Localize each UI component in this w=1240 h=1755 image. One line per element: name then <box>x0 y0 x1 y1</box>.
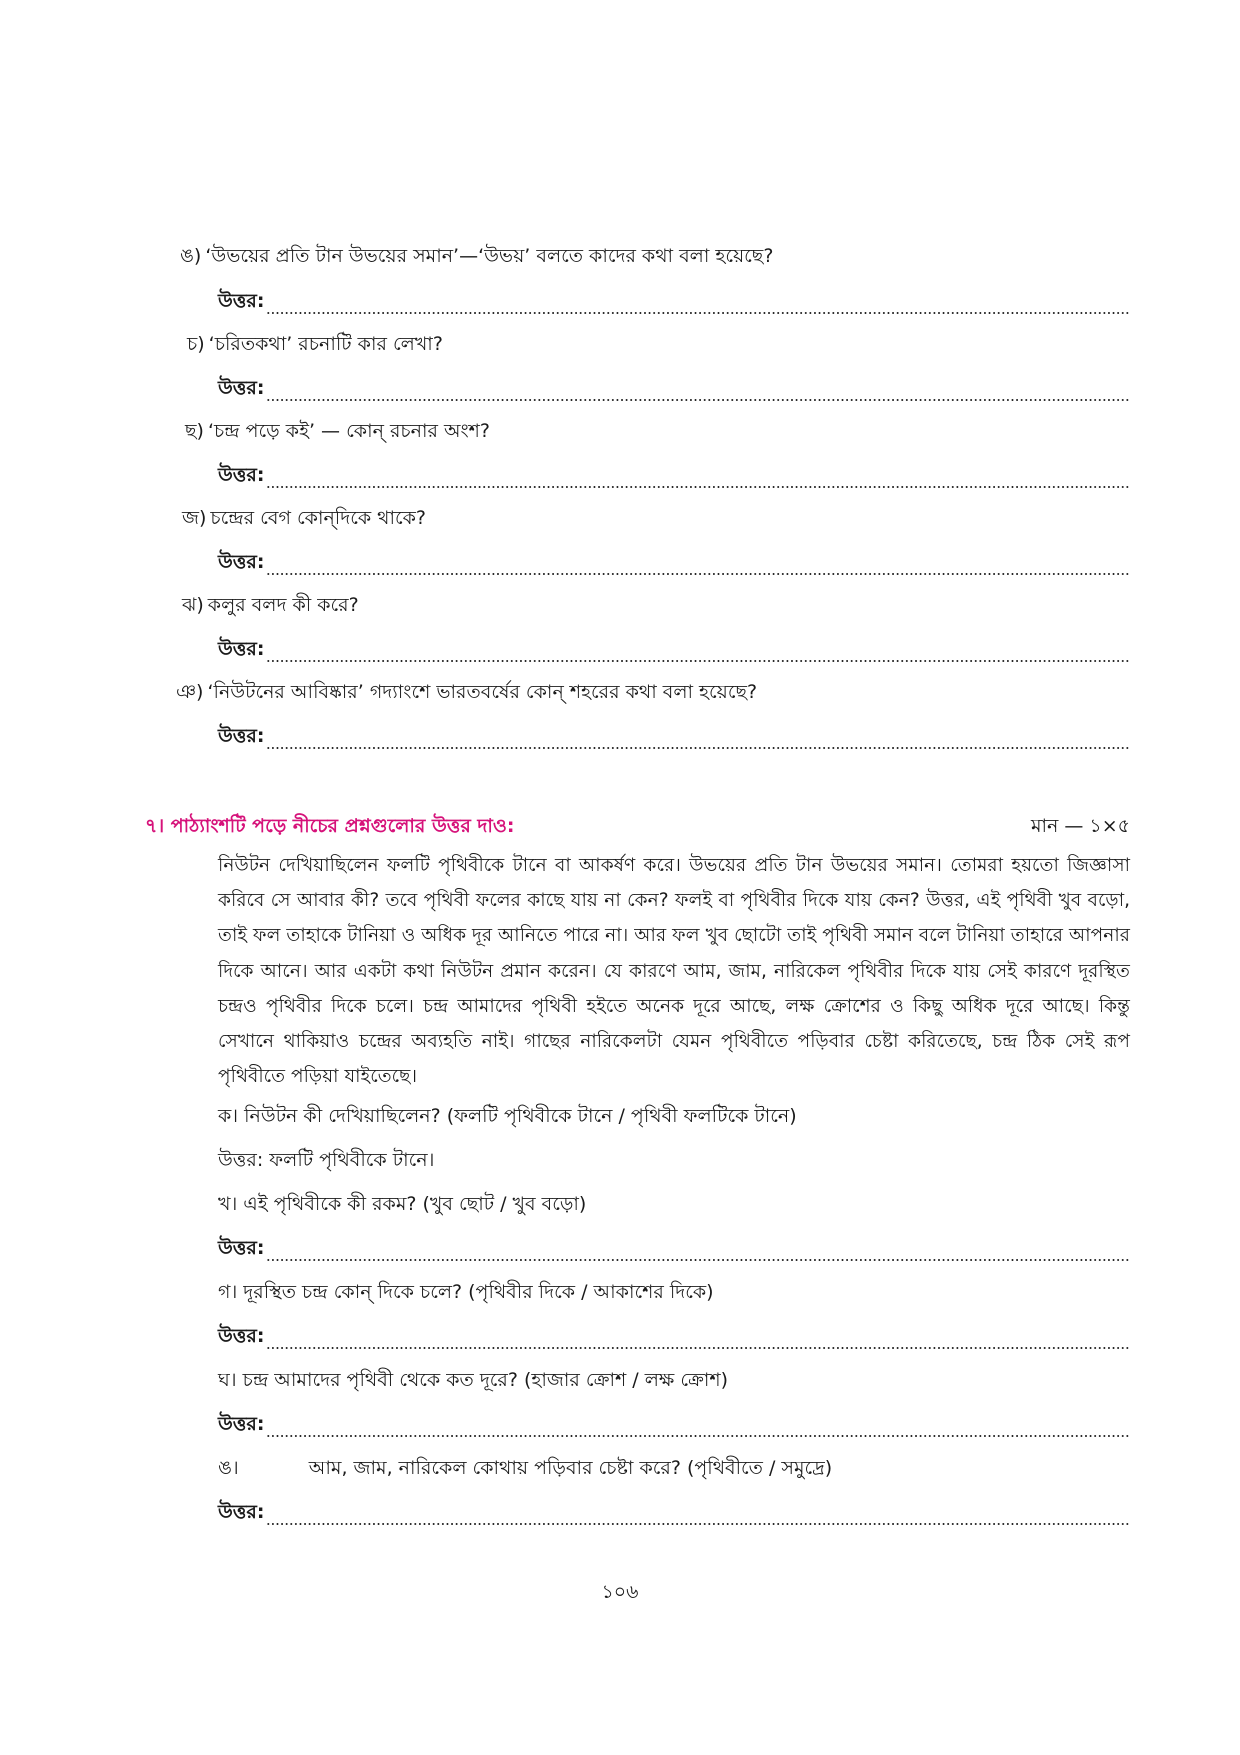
sub-question-text: ক। নিউটন কী দেখিয়াছিলেন? (ফলটি পৃথিবীকে টানে / পৃথিবী ফলটিকে টানে) <box>218 1105 797 1127</box>
question-cha <box>187 330 443 362</box>
answer-label: উত্তর: <box>218 290 265 312</box>
answer-dotted-line <box>266 747 1130 749</box>
answer-line[interactable] <box>218 1498 1130 1530</box>
sub-question-number: ঙ। <box>218 1457 239 1479</box>
question-text: কলুর বলদ কী করে? <box>207 594 359 616</box>
sub-question-text: ঘ। চন্দ্র আমাদের পৃথিবী থেকে কত দূরে? (হাজার ক্রোশ / লক্ষ ক্রোশ) <box>218 1369 729 1391</box>
sub-question-ka <box>218 1102 797 1134</box>
question-text: ‘উভয়ের প্রতি টান উভয়ের সমান’—‘উভয়’ বলতে কাদের কথা বলা হয়েছে? <box>205 245 774 267</box>
answer-line[interactable] <box>218 1322 1130 1354</box>
answer-dotted-line <box>266 1435 1130 1437</box>
answer-label: উত্তর: <box>218 638 265 660</box>
answer-line[interactable] <box>218 374 1130 406</box>
answer-label: উত্তর: <box>218 1413 265 1435</box>
sub-question-ga <box>218 1278 714 1310</box>
sub-question-uo <box>218 1454 832 1486</box>
sub-question-text: আম, জাম, নারিকেল কোথায় পড়িবার চেষ্টা করে? (পৃথিবীতে / সমুদ্রে) <box>308 1457 833 1479</box>
answer-line[interactable] <box>218 461 1130 493</box>
question-text: ‘চরিতকথা’ রচনাটি কার লেখা? <box>208 333 443 355</box>
question-number: ঝ) <box>182 594 204 616</box>
sub-answer-ka <box>218 1146 434 1178</box>
sub-question-text: খ। এই পৃথিবীকে কী রকম? (খুব ছোট / খুব বড়ো) <box>218 1193 587 1215</box>
answer-line[interactable] <box>218 1234 1130 1266</box>
sub-question-text: গ। দূরস্থিত চন্দ্র কোন্ দিকে চলে? (পৃথিবীর দিকে / আকাশের দিকে) <box>218 1281 714 1303</box>
answer-dotted-line <box>266 1347 1130 1349</box>
answer-line[interactable] <box>218 287 1130 319</box>
answer-dotted-line <box>266 573 1130 575</box>
question-number: ঞ) <box>176 681 204 703</box>
section-title: ৭। পাঠ্যাংশটি পড়ে নীচের প্রশ্নগুলোর উত্তর দাও: <box>145 815 515 837</box>
question-number: জ) <box>182 507 207 529</box>
question-text: ‘নিউটনের আবিষ্কার’ গদ্যাংশে ভারতবর্ষের কোন্ শহরের কথা বলা হয়েছে? <box>207 681 758 703</box>
answer-label: উত্তর: <box>218 551 265 573</box>
answer-line[interactable] <box>218 722 1130 754</box>
answer-line[interactable] <box>218 1410 1130 1442</box>
question-uo <box>180 242 773 274</box>
sub-question-kha <box>218 1190 586 1222</box>
answer-line[interactable] <box>218 635 1130 667</box>
reading-passage: নিউটন দেখিয়াছিলেন ফলটি পৃথিবীকে টানে বা আকর্ষণ করে। উভয়ের প্রতি টান উভয়ের সমান। তোমরা হয়তো জিজ্ঞাসা করিবে সে আবার কী? তবে পৃথিবী ফলের কাছে যায় না কেন? ফলই বা পৃথিবীর দিকে যায় কেন? উত্তর, এই পৃথিবী খুব বড়ো, তাই ফল তাহাকে টানিয়া ও অধিক দূর আনিতে পারে না। আর ফল খুব ছোটো তাই পৃথিবী সমান বলে টানিয়া তাহারে আপনার দিকে আনে। আর একটা কথা নিউটন প্রমান করেন। যে কারণে আম, জাম, নারিকেল পৃথিবীর দিকে যায় সেই কারণে দূরস্থিত চন্দ্রও পৃথিবীর দিকে চলে। চন্দ্র আমাদের পৃথিবী হইতে অনেক দূরে আছে, লক্ষ ক্রোশের ও কিছু অধিক দূরে আছে। কিন্তু সেখানে থাকিয়াও চন্দ্রের অব্যহতি নাই। গাছের নারিকেলটা যেমন পৃথিবীতে পড়িবার চেষ্টা করিতেছে, চন্দ্র ঠিক সেই রূপ পৃথিবীতে পড়িয়া যাইতেছে। <box>218 855 1130 1088</box>
answer-dotted-line <box>266 1523 1130 1525</box>
answer-dotted-line <box>266 660 1130 662</box>
answer-dotted-line <box>266 486 1130 488</box>
sub-question-gha <box>218 1366 728 1398</box>
question-text: চন্দ্রের বেগ কোন্‌দিকে থাকে? <box>210 507 427 529</box>
question-jha <box>182 591 359 623</box>
answer-label: উত্তর: <box>218 1325 265 1347</box>
section-marks: মান — ১×৫ <box>1030 815 1130 837</box>
answer-label: উত্তর: <box>218 1501 265 1523</box>
answer-dotted-line <box>266 399 1130 401</box>
answer-label: উত্তর: <box>218 377 265 399</box>
answer-label: উত্তর: <box>218 725 265 747</box>
question-number: ঙ) <box>180 245 202 267</box>
question-ja <box>182 504 426 536</box>
section-heading <box>145 812 1130 844</box>
question-number: ছ) <box>185 420 204 442</box>
answer-line[interactable] <box>218 548 1130 580</box>
question-number: চ) <box>187 333 205 355</box>
question-chha <box>185 417 490 449</box>
question-text: ‘চন্দ্র পড়ে কই’ — কোন্ রচনার অংশ? <box>207 420 490 442</box>
answer-dotted-line <box>266 312 1130 314</box>
answer-dotted-line <box>266 1259 1130 1261</box>
answer-label: উত্তর: <box>218 464 265 486</box>
page-number: ১০৬ <box>601 1581 639 1603</box>
question-nya <box>176 678 757 710</box>
filled-answer: উত্তর: ফলটি পৃথিবীকে টানে। <box>218 1149 435 1171</box>
answer-label: উত্তর: <box>218 1237 265 1259</box>
